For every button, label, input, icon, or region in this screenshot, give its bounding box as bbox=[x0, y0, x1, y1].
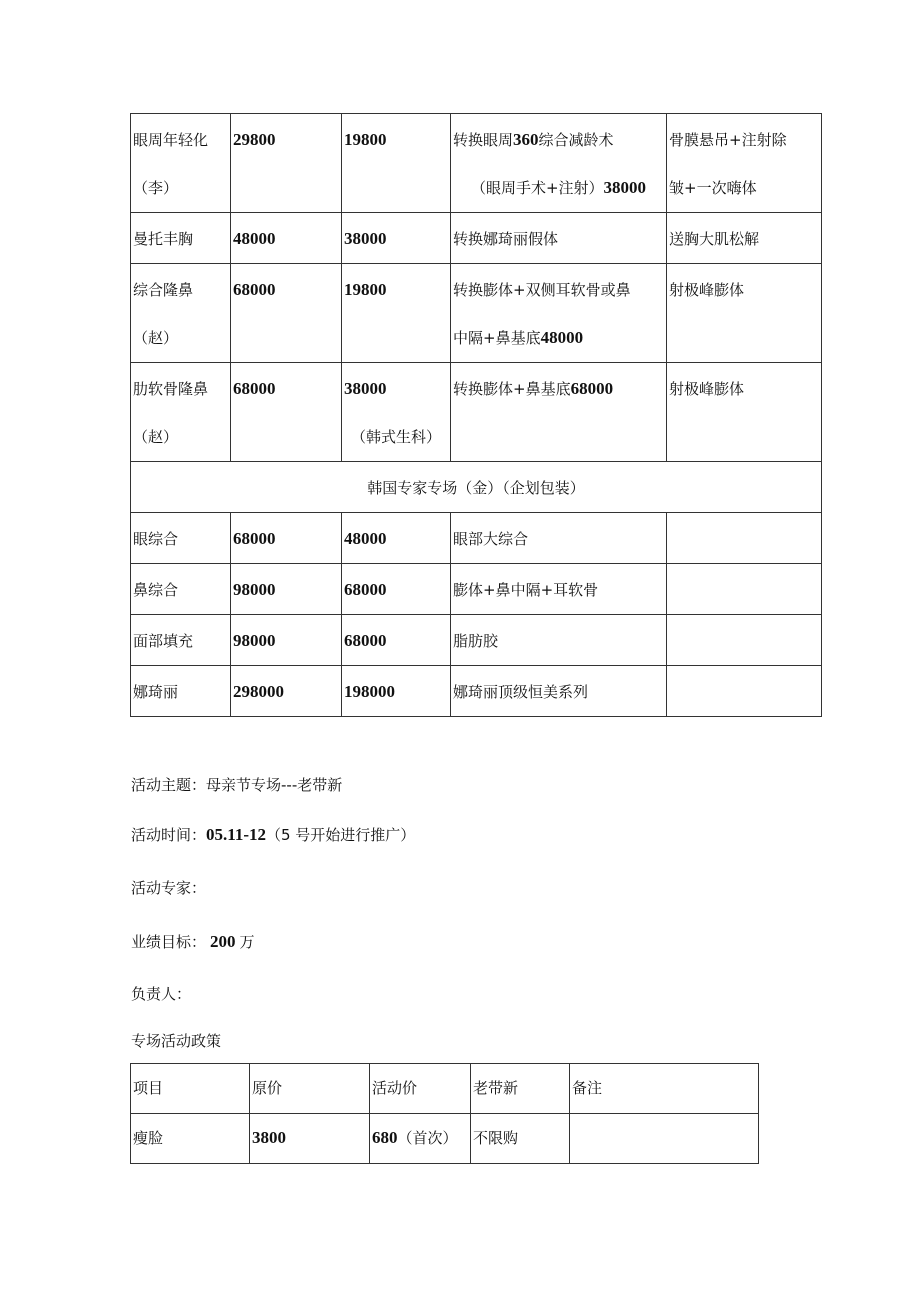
cell-remark bbox=[570, 1114, 759, 1164]
doctor-name: （赵） bbox=[133, 428, 179, 446]
cell-convert: 脂肪胶 bbox=[451, 615, 667, 666]
table-row bbox=[131, 615, 822, 666]
convert-number: 48000 bbox=[540, 328, 584, 347]
activity-time-note: （5 号开始进行推广） bbox=[266, 826, 416, 844]
gift-text: 骨膜悬吊+注射除 bbox=[669, 131, 787, 149]
convert-text: 转换膨体+双侧耳软骨或鼻 bbox=[453, 281, 631, 299]
cell-item: 瘦脸 bbox=[131, 1114, 250, 1164]
cell-activity-price: 68000 bbox=[342, 615, 451, 666]
table-row bbox=[131, 564, 822, 615]
convert-text-3: （眼周手术+注射） bbox=[470, 179, 604, 197]
cell-activity-price bbox=[370, 1114, 471, 1164]
activity-price-note: （首次） bbox=[397, 1129, 458, 1147]
project-name: 眼周年轻化 bbox=[133, 131, 209, 149]
cell-activity-price bbox=[342, 363, 451, 462]
activity-price-note: （韩式生科） bbox=[350, 428, 441, 446]
activity-price: 680 bbox=[372, 1128, 398, 1147]
cell-project: 曼托丰胸 bbox=[131, 213, 231, 264]
cell-project bbox=[131, 264, 231, 363]
cell-project: 眼综合 bbox=[131, 513, 231, 564]
cell-convert: 娜琦丽顶级恒美系列 bbox=[451, 666, 667, 717]
header-remark: 备注 bbox=[570, 1064, 759, 1114]
target-value: 200 bbox=[210, 932, 236, 951]
activity-time-label: 活动时间： bbox=[131, 826, 207, 844]
table-header-row bbox=[131, 1064, 759, 1114]
cell-activity-price: 198000 bbox=[342, 666, 451, 717]
cell-project bbox=[131, 114, 231, 213]
convert-number: 68000 bbox=[570, 379, 614, 398]
cell-activity-price: 48000 bbox=[342, 513, 451, 564]
cell-convert: 转换娜琦丽假体 bbox=[451, 213, 667, 264]
cell-convert: 膨体+鼻中隔+耳软骨 bbox=[451, 564, 667, 615]
table-row bbox=[131, 513, 822, 564]
header-referral: 老带新 bbox=[471, 1064, 570, 1114]
cell-activity-price: 38000 bbox=[342, 213, 451, 264]
target-unit: 万 bbox=[239, 933, 255, 951]
convert-number: 360 bbox=[513, 130, 539, 149]
cell-project: 鼻综合 bbox=[131, 564, 231, 615]
cell-original-price: 68000 bbox=[231, 513, 342, 564]
activity-price: 38000 bbox=[344, 379, 387, 398]
activity-time-value: 05.11-12 bbox=[206, 825, 266, 844]
cell-original-price: 3800 bbox=[250, 1114, 370, 1164]
target-label: 业绩目标： bbox=[131, 933, 207, 951]
header-activity-price: 活动价 bbox=[370, 1064, 471, 1114]
cell-original-price: 98000 bbox=[231, 564, 342, 615]
section-title: 韩国专家专场（金）（企划包装） bbox=[131, 462, 822, 513]
activity-expert: 活动专家： bbox=[131, 879, 207, 897]
performance-target bbox=[131, 931, 255, 952]
gift-text-2: 皱+一次嗨体 bbox=[669, 179, 757, 197]
cell-convert bbox=[451, 114, 667, 213]
cell-original-price: 29800 bbox=[231, 114, 342, 213]
cell-original-price: 98000 bbox=[231, 615, 342, 666]
cell-gift: 送胸大肌松解 bbox=[667, 213, 822, 264]
cell-convert bbox=[451, 264, 667, 363]
table-row bbox=[131, 1114, 759, 1164]
convert-text: 转换膨体+鼻基底 bbox=[453, 380, 571, 398]
cell-original-price: 298000 bbox=[231, 666, 342, 717]
table-row bbox=[131, 666, 822, 717]
cell-activity-price: 68000 bbox=[342, 564, 451, 615]
price-table-main bbox=[130, 113, 822, 717]
cell-convert: 眼部大综合 bbox=[451, 513, 667, 564]
table-row bbox=[131, 363, 822, 462]
cell-gift: 射极峰膨体 bbox=[667, 363, 822, 462]
project-name: 综合隆鼻 bbox=[133, 281, 194, 299]
doctor-name: （赵） bbox=[133, 329, 179, 347]
header-item: 项目 bbox=[131, 1064, 250, 1114]
cell-referral: 不限购 bbox=[471, 1114, 570, 1164]
cell-project bbox=[131, 363, 231, 462]
doctor-name: （李） bbox=[133, 179, 179, 197]
project-name: 肋软骨隆鼻 bbox=[133, 380, 209, 398]
cell-activity-price: 19800 bbox=[342, 114, 451, 213]
cell-original-price: 48000 bbox=[231, 213, 342, 264]
cell-original-price: 68000 bbox=[231, 363, 342, 462]
table-row bbox=[131, 264, 822, 363]
convert-text-2: 中隔+鼻基底 bbox=[453, 329, 541, 347]
cell-gift bbox=[667, 615, 822, 666]
convert-text: 转换眼周 bbox=[453, 131, 514, 149]
cell-gift bbox=[667, 666, 822, 717]
cell-convert bbox=[451, 363, 667, 462]
activity-theme: 活动主题：母亲节专场---老带新 bbox=[131, 776, 343, 794]
cell-gift bbox=[667, 564, 822, 615]
cell-activity-price: 19800 bbox=[342, 264, 451, 363]
header-original-price: 原价 bbox=[250, 1064, 370, 1114]
cell-gift bbox=[667, 114, 822, 213]
cell-original-price: 68000 bbox=[231, 264, 342, 363]
table-row bbox=[131, 213, 822, 264]
convert-text-2: 综合减龄术 bbox=[538, 131, 614, 149]
cell-project: 娜琦丽 bbox=[131, 666, 231, 717]
policy-table bbox=[130, 1063, 759, 1164]
owner: 负责人： bbox=[131, 985, 192, 1003]
cell-gift bbox=[667, 513, 822, 564]
cell-project: 面部填充 bbox=[131, 615, 231, 666]
table-row-section bbox=[131, 462, 822, 513]
policy-title: 专场活动政策 bbox=[131, 1032, 222, 1050]
activity-time bbox=[131, 824, 415, 845]
convert-number-2: 38000 bbox=[603, 178, 647, 197]
table-row bbox=[131, 114, 822, 213]
cell-gift: 射极峰膨体 bbox=[667, 264, 822, 363]
